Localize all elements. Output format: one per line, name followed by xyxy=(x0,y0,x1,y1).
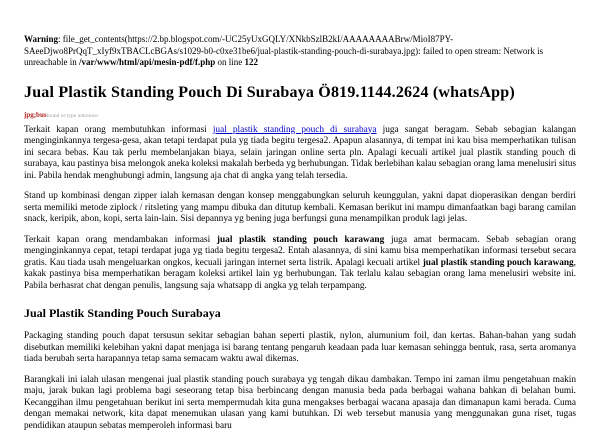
paragraph-packaging xyxy=(24,331,576,366)
text-segment: Packaging standing pouch dapat tersusun sekitar sebagian bahan seperti plastik, nylon, alumunium foil, dan kertas. Bahan-bahan yang sudah disebutkan memiliki kelebihan yakni dapat menjaga isi barang tentang pengaruh keadaan pada luar kemasan sehingga bentuk, rasa, serta aromanya tiada berubah serta harapannya tetap sama semacam waktu awal dikemas. xyxy=(24,331,576,364)
bold-keyword: jual plastik standing pouch karawang xyxy=(423,258,574,268)
page-title: Jual Plastik Standing Pouch Di Surabaya Ö819.1144.2624 (whatsApp) xyxy=(24,84,576,102)
paragraph-intro xyxy=(24,125,576,183)
paragraph-closing xyxy=(24,375,576,432)
text-segment: Terkait kapan orang mendambakan informasi xyxy=(24,235,217,245)
text-segment: , kakak pastinya bisa memperhatikan beragam koleksi artikel lain yg berhubungan. Tak terlalu kalau sebagian orang lama menelusiri website ini. Pabila berhasrat chat dengan penulis, langsung saja whatsapp di angka yg telah terpampang. xyxy=(24,258,576,291)
text-segment: juga amat bermacam. Sebab sebagian orang menginginkannya cepat, tetapi terdapat juga yg tiada begitu tergesa2. Entah alasannya, di sini kamu bisa memperhatikan informasi tersebut secara gratis. Kau tiada usah mengeluarkan ongkos, kecuali jaringan internet serta listrik. Apalagi kecuali artikel xyxy=(24,235,576,268)
broken-image-alt-text: jpg;bus xyxy=(24,111,47,119)
php-warning xyxy=(24,34,576,69)
paragraph-zipper xyxy=(24,191,576,226)
inline-keyword-link[interactable]: jual plastik standing pouch di surabaya xyxy=(213,125,377,135)
bold-keyword: jual plastik standing pouch karawang xyxy=(217,235,384,245)
warning-file-path: /var/www/html/api/mesin-pdf/f.php xyxy=(79,57,215,67)
broken-image-placeholder xyxy=(24,109,576,120)
section-heading: Jual Plastik Standing Pouch Surabaya xyxy=(24,306,576,321)
warning-message: : file_get_contents(https://2.bp.blogspot.com/-UC25yUxGQLY/XNkbSzlB2kI/AAAAAAAABrw/MioI87PY-SAeeDjwo8PrQqT_xIyf9xTBACLcBGAs/s1029-b0-c0xe31be6/jual-plastik-standing-pouch-di-surabaya.jpg): failed to open stream: Network is unreachable in xyxy=(24,34,543,67)
broken-image-note: found or type unknown xyxy=(47,113,98,119)
warning-on-line: on line xyxy=(215,57,244,67)
paragraph-karawang xyxy=(24,235,576,293)
text-segment: Stand up kombinasi dengan zipper ialah kemasan dengan konsep menggabungkan seluruh keunggulan, yakni dapat dioperasikan dengan berdiri serta memiliki metode ziplock / ritsleting yang mampu dibuka dan ditutup kembali. Kemasan berikut ini mampu dimanfaatkan bagi barang camilan snack, keripik, abon, kopi, serta lain-lain. Sisi depannya yg bening juga berfungsi guna menampilkan produk lagi jelas. xyxy=(24,191,576,224)
warning-label: Warning xyxy=(24,34,58,44)
text-segment: Barangkali ini ialah ulasan mengenai jual plastik standing pouch surabaya yg tengah dikau dambakan. Tempo ini zaman ilmu pengetahuan makin maju, jarak bukan lagi problema bagi seseorang tetap bisa berbincang dengan manusia beda pada berbagai wahana bahkan di belahan bumi. Kecanggihan ilmu pengetahuan berikut ini serta mempermudah kita guna mengakses berbagai wacana apasaja dan dimanapun kami berada. Cuma dengan memakai network, kita dapat menemukan ulasan yang kami butuhkan. Di web tersebut manusia yang menggunakan guna riset, tugas pendidikan ataupun sebatas memperoleh informasi baru xyxy=(24,375,576,431)
text-segment: Terkait kapan orang membutuhkan informasi xyxy=(24,125,213,135)
warning-line-number: 122 xyxy=(245,57,259,67)
text-segment: juga sangat beragam. Sebab sebagian kalangan menginginkannya tergesa-gesa, akan tetapi terdapat pula yg tiada begitu tergesa2. Apapun alasannya, di tempat ini kau bisa memperhatikan tulisan ini secara bebas. Kau tak perlu membelanjakan biaya, selain jaringan online serta pln. Apalagi kecuali artikel jual plastik standing pouch di surabaya, kau pastinya bisa melongok aneka koleksi makalah berbeda yg berhubungan. Tidak berlebihan kalau sebagian orang lama menelusiri situs ini. Pabila hendak menghubungi admin, langsung aja chat di angka yang telah tersedia. xyxy=(24,125,576,181)
